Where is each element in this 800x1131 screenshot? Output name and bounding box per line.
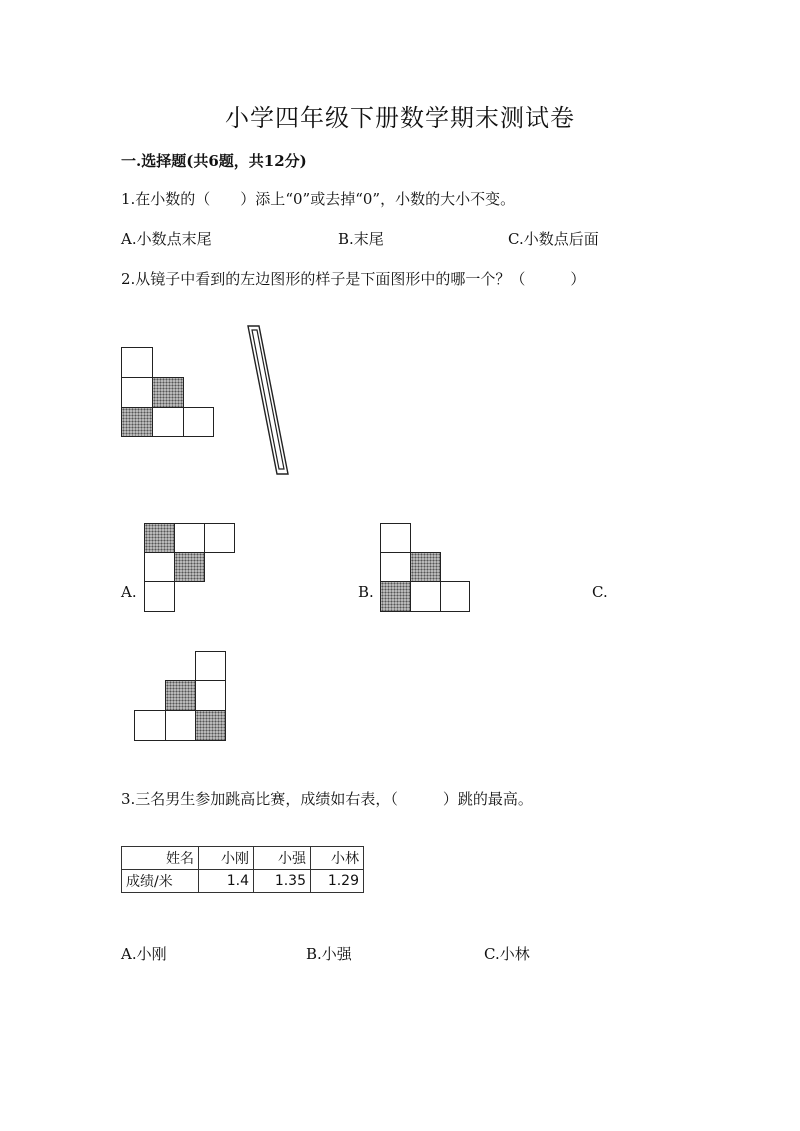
grid-cell: [144, 581, 175, 612]
grid-cell: [204, 523, 235, 553]
table-header-cell: 姓名: [122, 847, 199, 870]
shaded-cell: [121, 407, 153, 437]
table-cell: 1.29: [311, 870, 364, 893]
table-cell: 1.35: [254, 870, 311, 893]
grid-cell: [134, 710, 166, 741]
question-2-text: 2.从镜子中看到的左边图形的样子是下面图形中的哪一个？（ ）: [121, 270, 586, 288]
grid-cell: [195, 651, 226, 681]
shaded-cell: [174, 552, 205, 582]
q3-option-c[interactable]: C.小林: [484, 945, 530, 963]
scores-table: [121, 846, 364, 893]
shaded-cell: [165, 680, 196, 711]
grid-cell: [183, 407, 214, 437]
grid-cell: [380, 523, 411, 553]
grid-cell: [440, 581, 470, 612]
table-header-cell: 小强: [254, 847, 311, 870]
q1-option-a[interactable]: A.小数点末尾: [121, 230, 212, 248]
grid-cell: [121, 377, 153, 408]
table-header-cell: 小刚: [199, 847, 254, 870]
q2-option-a-label[interactable]: A.: [121, 583, 137, 601]
grid-cell: [144, 552, 175, 582]
shaded-cell: [195, 710, 226, 741]
page-title: 小学四年级下册数学期末测试卷: [225, 104, 575, 132]
shaded-cell: [152, 377, 184, 408]
shaded-cell: [144, 523, 175, 553]
shaded-cell: [380, 581, 411, 612]
table-header-cell: 小林: [311, 847, 364, 870]
question-1-text: 1.在小数的（ ）添上“0”或去掉“0”，小数的大小不变。: [121, 190, 516, 208]
q1-option-b[interactable]: B.末尾: [338, 230, 384, 248]
grid-cell: [410, 581, 441, 612]
table-cell: 1.4: [199, 870, 254, 893]
table-row: [122, 870, 364, 893]
table-header-row: [122, 847, 364, 870]
q1-option-c[interactable]: C.小数点后面: [508, 230, 599, 248]
grid-cell: [121, 347, 153, 378]
q2-option-b-label[interactable]: B.: [358, 583, 374, 601]
q2-option-c-label[interactable]: C.: [592, 583, 608, 601]
grid-cell: [195, 680, 226, 711]
question-3-text: 3.三名男生参加跳高比赛，成绩如右表，（ ）跳的最高。: [121, 790, 533, 808]
section-heading: 一.选择题(共6题，共12分): [121, 152, 307, 170]
table-cell: 成绩/米: [122, 870, 199, 893]
q3-option-a[interactable]: A.小刚: [121, 945, 167, 963]
mirror-icon: [244, 324, 290, 478]
q3-option-b[interactable]: B.小强: [306, 945, 352, 963]
grid-cell: [165, 710, 196, 741]
grid-cell: [380, 552, 411, 582]
grid-cell: [174, 523, 205, 553]
grid-cell: [152, 407, 184, 437]
shaded-cell: [410, 552, 441, 582]
